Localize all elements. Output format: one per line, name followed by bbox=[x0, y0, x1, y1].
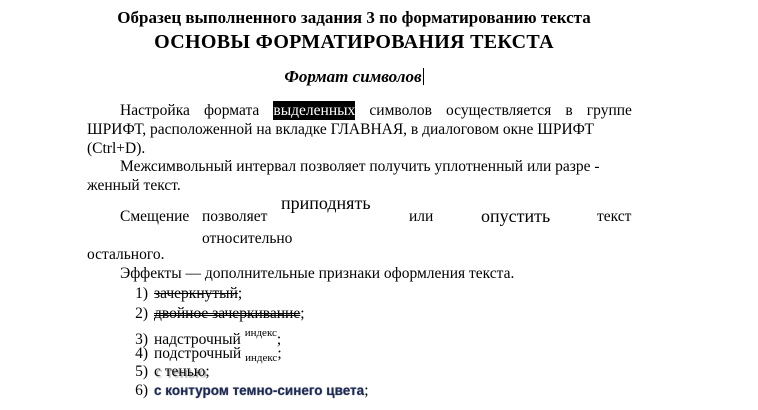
list-tail: ; bbox=[300, 305, 305, 322]
para1-line2: ШРИФТ, расположенной на вкладке ГЛАВНАЯ, в диалоговом окне ШРИФТ bbox=[87, 121, 594, 138]
list-tail: ; bbox=[277, 345, 282, 362]
para2-line2: женный текст. bbox=[87, 177, 181, 194]
list-number: 6) bbox=[135, 382, 148, 399]
para1-word: в bbox=[565, 102, 573, 119]
list-item bbox=[130, 304, 305, 323]
list-number: 4) bbox=[135, 345, 148, 362]
document-title: Образец выполненного задания 3 по форматированию текста bbox=[117, 8, 591, 27]
list-tail: ; bbox=[237, 285, 243, 302]
document-heading: ОСНОВЫ ФОРМАТИРОВАНИЯ ТЕКСТА bbox=[154, 31, 554, 53]
list-item bbox=[130, 362, 210, 381]
para2-line1: Межсимвольный интервал позволяет получить уплотненный или разре - bbox=[120, 158, 600, 175]
superscript-text: индекс bbox=[244, 327, 277, 339]
double-strikethrough-text: двойное зачеркивание bbox=[154, 305, 301, 322]
para1-line3: (Ctrl+D). bbox=[87, 140, 146, 157]
list-tail: ; bbox=[364, 382, 369, 399]
shadow-text: с тенью bbox=[154, 363, 206, 380]
outline-text: с контуром темно-синего цвета bbox=[154, 383, 365, 398]
lowered-text: опустить bbox=[481, 206, 551, 226]
para3-line2: остального. bbox=[87, 246, 165, 263]
list-number: 5) bbox=[135, 363, 148, 380]
para1-word: формата bbox=[203, 102, 260, 119]
text-cursor bbox=[423, 68, 424, 85]
para4: Эффекты — дополнительные признаки оформления текста. bbox=[120, 265, 515, 282]
para3-word: или bbox=[409, 208, 434, 225]
raised-text: приподнять bbox=[281, 193, 371, 213]
para1-word: группе bbox=[586, 102, 632, 119]
list-number: 1) bbox=[135, 285, 148, 302]
list-text: надстрочный bbox=[154, 331, 245, 348]
selected-text[interactable]: выделенных bbox=[273, 102, 356, 119]
para3-word: Смещение bbox=[120, 208, 190, 225]
list-item bbox=[130, 381, 369, 400]
list-tail: ; bbox=[276, 331, 282, 348]
para1-word: Настройка bbox=[120, 102, 190, 119]
section-heading bbox=[0, 67, 708, 87]
list-item bbox=[130, 284, 242, 303]
section-heading-text: Формат символов bbox=[284, 67, 422, 86]
para3-word: позволяет bbox=[202, 208, 268, 225]
para1-line1 bbox=[120, 101, 632, 120]
para3-under: относительно bbox=[202, 230, 293, 247]
list-number: 3) bbox=[135, 331, 148, 348]
list-tail: ; bbox=[205, 363, 210, 380]
para3-word: текст bbox=[597, 208, 632, 225]
para1-word: осуществляется bbox=[446, 102, 552, 119]
para1-word: символов bbox=[369, 102, 432, 119]
subscript-text: индекс bbox=[245, 352, 278, 364]
strikethrough-text: зачеркнутый bbox=[154, 285, 238, 302]
list-number: 2) bbox=[135, 305, 148, 322]
list-text: подстрочный bbox=[154, 345, 246, 362]
